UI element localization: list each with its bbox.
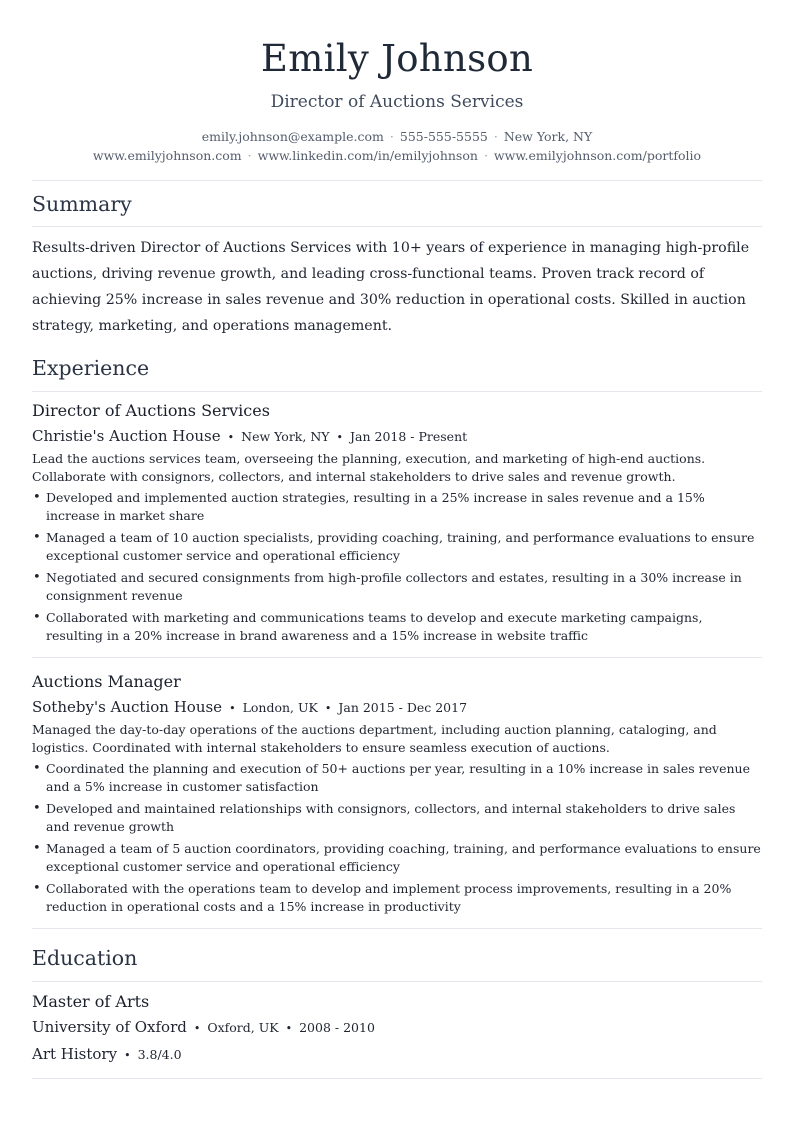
contact-line-1 — [32, 127, 762, 146]
summary-heading: Summary — [32, 191, 762, 227]
separator: · — [389, 129, 394, 144]
job-entry — [32, 657, 762, 916]
bullet-separator: • — [227, 431, 235, 444]
job-dates: Jan 2015 - Dec 2017 — [338, 700, 468, 715]
job-meta — [32, 697, 762, 719]
separator: · — [483, 148, 488, 163]
bullet-separator: • — [324, 702, 332, 715]
job-location: New York, NY — [241, 429, 330, 444]
linkedin-link[interactable]: www.linkedin.com/in/emilyjohnson — [257, 148, 478, 163]
phone-text: 555-555-5555 — [399, 129, 488, 144]
bullet-separator: • — [229, 702, 236, 715]
list-item: • Developed and maintained relationships with consignors, collectors, and internal stakeholders to drive sales and revenue growth — [32, 800, 762, 836]
list-item: • Developed and implemented auction strategies, resulting in a 25% increase in sales revenue and a 15% increase in market share — [32, 489, 762, 525]
list-item: • Negotiated and secured consignments from high-profile collectors and estates, resulting in a 30% increase in consignment revenue — [32, 569, 762, 605]
list-item: • Managed a team of 10 auction specialists, providing coaching, training, and performance evaluations to ensure exceptional customer service and operational efficiency — [32, 529, 762, 565]
education-dates: 2008 - 2010 — [299, 1020, 375, 1035]
education-section — [32, 928, 762, 1079]
job-dates: Jan 2018 - Present — [350, 429, 468, 444]
location-text: New York, NY — [503, 129, 593, 144]
job-entry — [32, 392, 762, 645]
bullet-separator: • — [285, 1022, 293, 1035]
header-divider — [32, 180, 762, 181]
education-field-line — [32, 1044, 762, 1079]
education-meta — [32, 1017, 762, 1039]
list-item: • Collaborated with marketing and communications teams to develop and execute marketing campaigns, resulting in a 20% increase in brand awareness and a 15% increase in website traffic — [32, 609, 762, 645]
list-item: • Managed a team of 5 auction coordinators, providing coaching, training, and performance evaluations to ensure exceptional customer service and operational efficiency — [32, 840, 762, 876]
candidate-name: Emily Johnson — [260, 37, 534, 80]
list-item: • Coordinated the planning and execution of 50+ auctions per year, resulting in a 10% increase in sales revenue and a 5% increase in customer satisfaction — [32, 760, 762, 796]
portfolio-link[interactable]: www.emilyjohnson.com/portfolio — [493, 148, 702, 163]
education-school: University of Oxford — [32, 1018, 187, 1036]
job-description: Lead the auctions services team, overseeing the planning, execution, and marketing of high-end auctions. Collaborate with consignors, collectors, and internal stakeholders to drive sales and revenue growth. — [32, 451, 706, 484]
education-degree: Master of Arts — [32, 992, 150, 1011]
education-heading: Education — [32, 945, 762, 982]
job-location: London, UK — [242, 700, 318, 715]
job-company: Christie's Auction House — [32, 427, 221, 445]
separator: · — [247, 148, 252, 163]
experience-heading: Experience — [32, 355, 762, 392]
bullet-separator: • — [336, 431, 344, 444]
job-description: Managed the day-to-day operations of the auctions department, including auction planning, cataloging, and logistics. Coordinated with internal stakeholders to ensure seamless execution of auctions. — [32, 722, 717, 755]
resume-header — [32, 0, 762, 165]
experience-section — [32, 355, 762, 916]
education-location: Oxford, UK — [207, 1020, 279, 1035]
bullet-separator: • — [124, 1049, 131, 1062]
candidate-title: Director of Auctions Services — [270, 92, 524, 112]
list-item: • Collaborated with the operations team to develop and implement process improvements, resulting in a 20% reduction in operational costs and a 15% increase in productivity — [32, 880, 762, 916]
summary-section — [32, 191, 762, 339]
job-achievements — [32, 760, 762, 916]
education-field: Art History — [32, 1045, 118, 1063]
summary-text: Results-driven Director of Auctions Services with 10+ years of experience in managing high-profile auctions, driving revenue growth, and leading cross-functional teams. Proven track record of achieving 25% increase in sales revenue and 30% reduction in operational costs. Skilled in auction strategy, marketing, and operations management. — [32, 240, 750, 334]
education-gpa: 3.8/4.0 — [137, 1047, 182, 1062]
contact-line-2 — [32, 146, 762, 165]
website-link[interactable]: www.emilyjohnson.com — [92, 148, 242, 163]
job-role: Director of Auctions Services — [32, 401, 270, 420]
bullet-separator: • — [193, 1022, 201, 1035]
job-achievements — [32, 489, 762, 645]
job-role: Auctions Manager — [32, 672, 181, 691]
job-company: Sotheby's Auction House — [32, 698, 223, 716]
email-link[interactable]: emily.johnson@example.com — [201, 129, 384, 144]
job-meta — [32, 426, 762, 448]
separator: · — [493, 129, 498, 144]
